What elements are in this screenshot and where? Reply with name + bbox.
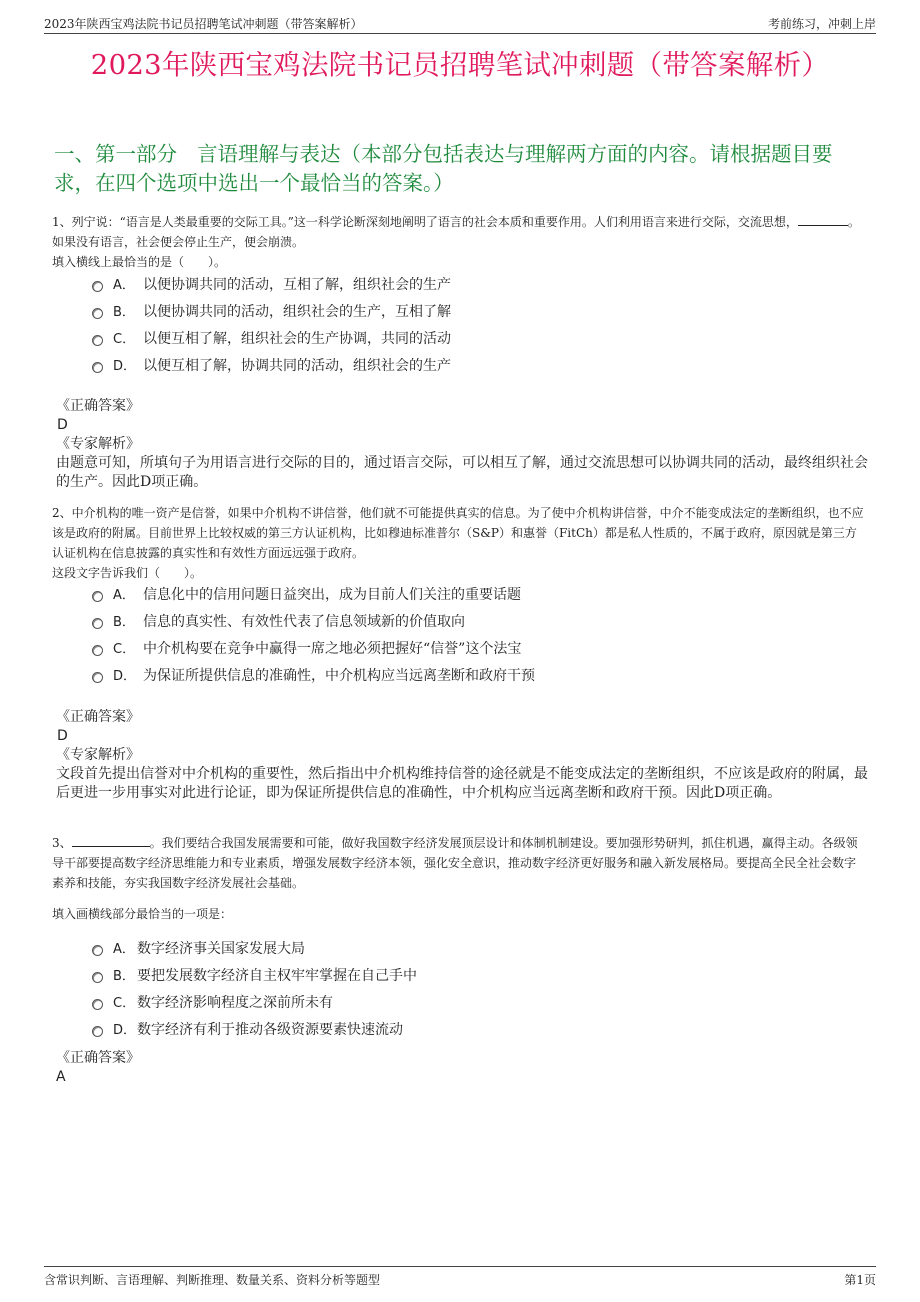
question-2-answer-block	[56, 708, 868, 803]
radio-button-icon[interactable]	[92, 308, 103, 319]
option-c[interactable]	[92, 634, 792, 661]
radio-button-icon[interactable]	[92, 672, 103, 683]
option-text: 以便协调共同的活动，组织社会的生产，互相了解	[143, 303, 451, 320]
question-1-stem	[52, 212, 864, 252]
option-a[interactable]	[92, 934, 792, 961]
option-text: 以便互相了解，协调共同的活动，组织社会的生产	[143, 357, 451, 374]
radio-button-icon[interactable]	[92, 281, 103, 292]
header-doc-title: 2023年陕西宝鸡法院书记员招聘笔试冲刺题（带答案解析）	[44, 17, 363, 31]
option-letter: C．	[113, 642, 136, 657]
option-letter: A．	[113, 278, 135, 293]
answer-value: D	[57, 417, 68, 433]
radio-button-icon[interactable]	[92, 1026, 103, 1037]
radio-button-icon[interactable]	[92, 335, 103, 346]
question-1-answer-block	[56, 397, 868, 492]
question-2-stem: 2、中介机构的唯一资产是信誉，如果中介机构不讲信誉，他们就不可能提供真实的信息。为了使中介机构讲信誉，中介不能变成法定的垄断组织，也不应该是政府的附属。目前世界上比较权威的第三方认证机构，比如穆迪标准普尔（S&P）和惠誉（FitCh）都是私人性质的，不属于政府，原因就是第三方认证机构在信息披露的真实性和有效性方面远远强于政府。	[52, 506, 864, 560]
option-text: 以便互相了解，组织社会的生产协调，共同的活动	[143, 330, 451, 347]
option-text: 数字经济影响程度之深前所未有	[137, 994, 333, 1011]
document-title: 2023年陕西宝鸡法院书记员招聘笔试冲刺题（带答案解析）	[90, 49, 830, 81]
question-3-stem	[52, 833, 864, 893]
section-description: 言语理解与表达（本部分包括表达与理解两方面的内容。请根据题目要求，在四个选项中选出一个最恰当的答案。）	[54, 142, 833, 195]
option-text: 信息化中的信用问题日益突出，成为目前人们关注的重要话题	[143, 586, 521, 603]
question-1-options	[92, 270, 792, 378]
option-letter: C．	[113, 332, 136, 347]
header-slogan: 考前练习，冲刺上岸	[767, 17, 876, 31]
option-letter: D．	[113, 1023, 137, 1038]
option-text: 数字经济事关国家发展大局	[137, 940, 305, 957]
option-letter: B．	[113, 615, 135, 630]
option-letter: A．	[113, 942, 135, 957]
page-number: 第1页	[844, 1273, 876, 1287]
page-header	[44, 13, 876, 34]
option-letter: A．	[113, 588, 135, 603]
question-1-prompt: 填入横线上最恰当的是（ ）。	[52, 255, 227, 269]
option-d[interactable]	[92, 351, 792, 378]
radio-button-icon[interactable]	[92, 645, 103, 656]
answer-value: A	[56, 1069, 66, 1085]
radio-button-icon[interactable]	[92, 618, 103, 629]
option-b[interactable]	[92, 607, 792, 634]
option-text: 为保证所提供信息的准确性，中介机构应当远离垄断和政府干预	[143, 667, 535, 684]
section-heading	[54, 140, 869, 198]
question-3-text: 。我们要结合我国发展需要和可能，做好我国数字经济发展顶层设计和体制机制建设。要加强形势研判，抓住机遇，赢得主动。各级领导干部要提高数字经济思维能力和专业素质，增强发展数字经济本领，强化安全意识，推动数字经济更好服务和融入新发展格局。要提高全民全社会数字素养和技能，夯实我国数字经济发展社会基础。	[52, 836, 858, 890]
question-3-number: 3、	[52, 836, 72, 850]
analysis-text: 文段首先提出信誉对中介机构的重要性，然后指出中介机构维持信誉的途径就是不能变成法定的垄断组织，不应该是政府的附属，最后更进一步用事实对此进行论证，即为保证所提供信息的准确性，中介机构应当远离垄断和政府干预。因此D项正确。	[56, 766, 868, 801]
footer-note: 含常识判断、言语理解、判断推理、数量关系、资料分析等题型	[44, 1273, 381, 1287]
option-text: 信息的真实性、有效性代表了信息领域新的价值取向	[143, 613, 465, 630]
radio-button-icon[interactable]	[92, 999, 103, 1010]
option-letter: B．	[113, 969, 135, 984]
option-b[interactable]	[92, 961, 792, 988]
option-c[interactable]	[92, 988, 792, 1015]
answer-value: D	[57, 728, 68, 744]
radio-button-icon[interactable]	[92, 972, 103, 983]
question-2-options	[92, 580, 792, 688]
answer-label: 《正确答案》	[56, 709, 140, 725]
option-letter: D．	[113, 359, 137, 374]
option-b[interactable]	[92, 297, 792, 324]
question-3-options	[92, 934, 792, 1042]
option-c[interactable]	[92, 324, 792, 351]
fill-blank	[798, 213, 848, 226]
fill-blank	[72, 834, 150, 847]
option-letter: B．	[113, 305, 135, 320]
analysis-label: 《专家解析》	[56, 436, 140, 452]
option-a[interactable]	[92, 270, 792, 297]
option-text: 以便协调共同的活动，互相了解，组织社会的生产	[143, 276, 451, 293]
option-text: 数字经济有利于推动各级资源要素快速流动	[137, 1021, 403, 1038]
question-3-answer-block	[56, 1049, 868, 1087]
option-text: 中介机构要在竞争中赢得一席之地必须把握好“信誉”这个法宝	[143, 640, 522, 657]
radio-button-icon[interactable]	[92, 945, 103, 956]
radio-button-icon[interactable]	[92, 591, 103, 602]
question-1-text-end: 。如果没有语言，社会便会停止生产，便会崩溃。	[52, 215, 860, 249]
analysis-label: 《专家解析》	[56, 747, 140, 763]
option-a[interactable]	[92, 580, 792, 607]
question-3-prompt: 填入画横线部分最恰当的一项是：	[52, 907, 233, 921]
option-letter: D．	[113, 669, 137, 684]
answer-label: 《正确答案》	[56, 398, 140, 414]
analysis-text: 由题意可知，所填句子为用语言进行交际的目的，通过语言交际，可以相互了解，通过交流思想可以协调共同的活动，最终组织社会的生产。因此D项正确。	[56, 455, 868, 490]
question-1-text: 1、列宁说：“语言是人类最重要的交际工具。”这一科学论断深刻地阐明了语言的社会本质和重要作用。人们利用语言来进行交际，交流思想，	[52, 215, 798, 229]
answer-label: 《正确答案》	[56, 1050, 140, 1066]
page-footer	[44, 1266, 876, 1287]
option-letter: C．	[113, 996, 136, 1011]
radio-button-icon[interactable]	[92, 362, 103, 373]
option-d[interactable]	[92, 661, 792, 688]
question-2-prompt: 这段文字告诉我们（ ）。	[52, 566, 203, 580]
option-text: 要把发展数字经济自主权牢牢掌握在自己手中	[137, 967, 417, 984]
section-part: 一、第一部分	[54, 142, 177, 166]
option-d[interactable]	[92, 1015, 792, 1042]
